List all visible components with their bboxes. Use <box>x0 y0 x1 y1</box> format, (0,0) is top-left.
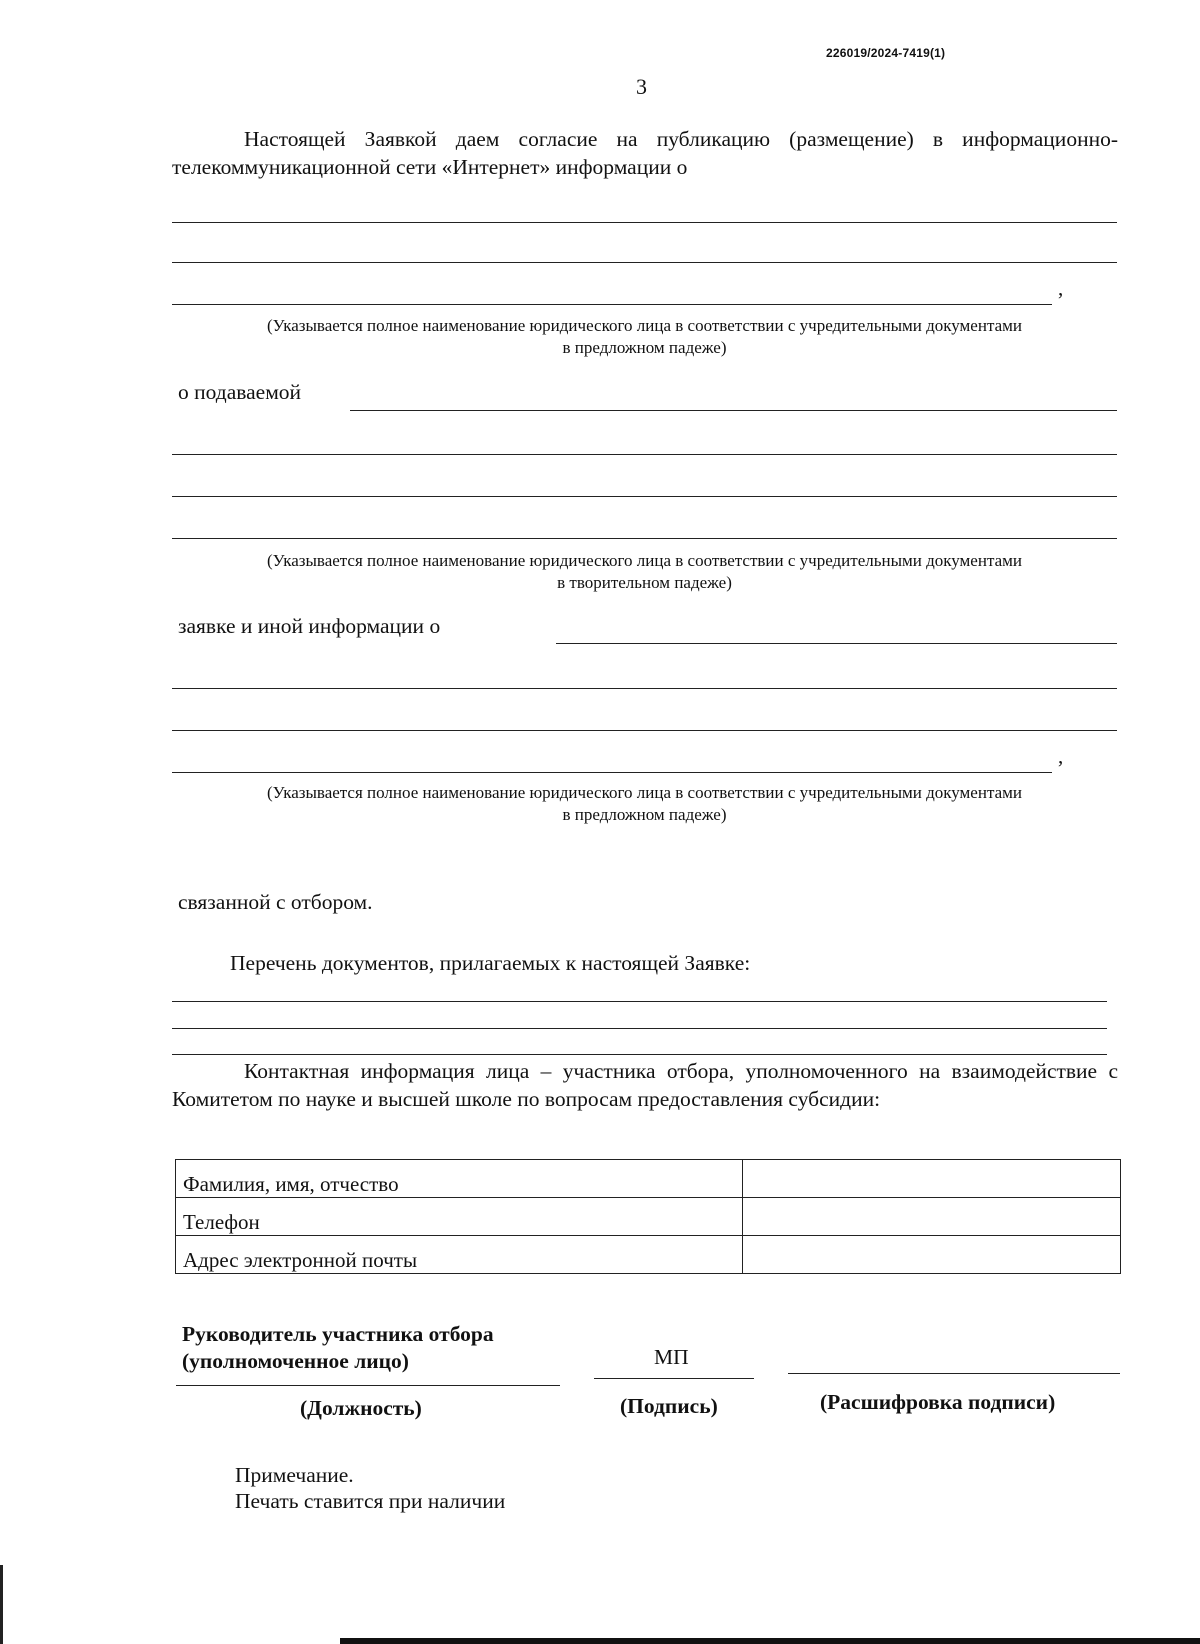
note-text: Печать ставится при наличии <box>235 1489 506 1513</box>
signatory-title <box>182 1321 494 1375</box>
note-prepositional2-line1: (Указывается полное наименование юридического лица в соответствии с учредительными документами <box>267 783 1022 802</box>
fill-line-submitted-3[interactable] <box>172 496 1117 497</box>
scan-edge-left <box>0 1565 3 1644</box>
position-line[interactable] <box>176 1385 560 1386</box>
documents-heading: Перечень документов, прилагаемых к настоящей Заявке: <box>230 951 751 975</box>
comma-mark: , <box>1058 276 1064 300</box>
signature-caption: (Подпись) <box>620 1394 718 1418</box>
fill-line-application-2[interactable] <box>172 688 1117 689</box>
note-prepositional-line1: (Указывается полное наименование юридического лица в соответствии с учредительными документами <box>267 316 1022 335</box>
fill-line-org-prepositional-3[interactable] <box>172 304 1052 305</box>
contact-paragraph: Контактная информация лица – участника отбора, уполномоченного на взаимодействие с Комитетом по науке и высшей школе по вопросам предоставления субсидии: <box>172 1059 1118 1111</box>
fill-line-submitted-4[interactable] <box>172 538 1117 539</box>
contact-value-name[interactable] <box>743 1160 1121 1198</box>
consent-closing: связанной с отбором. <box>178 890 373 914</box>
submitted-label: о подаваемой <box>178 380 302 404</box>
signature-line[interactable] <box>594 1378 754 1379</box>
note-prepositional2-line2: в предложном падеже) <box>562 805 727 824</box>
fill-line-org-prepositional-2[interactable] <box>172 262 1117 263</box>
document-number: 226019/2024-7419(1) <box>826 46 946 60</box>
note-prepositional-line2: в предложном падеже) <box>562 338 727 357</box>
contact-value-email[interactable] <box>743 1236 1121 1274</box>
note-instrumental-line1: (Указывается полное наименование юридического лица в соответствии с учредительными документами <box>267 551 1022 570</box>
contact-label-name: Фамилия, имя, отчество <box>176 1160 743 1198</box>
application-label: заявке и иной информации о <box>178 614 441 638</box>
documents-line-3[interactable] <box>172 1054 1107 1055</box>
documents-line-1[interactable] <box>172 1001 1107 1002</box>
contact-label-phone: Телефон <box>176 1198 743 1236</box>
signature-decoding-caption: (Расшифровка подписи) <box>820 1390 1056 1414</box>
fill-line-org-prepositional-1[interactable] <box>172 222 1117 223</box>
fill-line-submitted-1[interactable] <box>350 410 1117 411</box>
fill-line-application-4[interactable] <box>172 772 1052 773</box>
consent-paragraph: Настоящей Заявкой даем согласие на публикацию (размещение) в информационно-телекоммуникационной сети «Интернет» информации о <box>172 127 1118 179</box>
table-row <box>176 1160 1121 1198</box>
contact-value-phone[interactable] <box>743 1198 1121 1236</box>
scan-edge-bottom <box>340 1638 1200 1644</box>
note-prepositional-2 <box>172 782 1117 826</box>
signatory-title-line1: Руководитель участника отбора <box>182 1322 494 1346</box>
note-prepositional <box>172 315 1117 359</box>
fill-line-submitted-2[interactable] <box>172 454 1117 455</box>
position-caption: (Должность) <box>300 1396 422 1420</box>
fill-line-application-1[interactable] <box>556 643 1117 644</box>
contact-label-email: Адрес электронной почты <box>176 1236 743 1274</box>
stamp-mark: МП <box>654 1345 689 1369</box>
documents-line-2[interactable] <box>172 1028 1107 1029</box>
fill-line-application-3[interactable] <box>172 730 1117 731</box>
signature-decoding-line[interactable] <box>788 1373 1120 1374</box>
contact-table <box>175 1159 1121 1274</box>
note-instrumental-line2: в творительном падеже) <box>557 573 732 592</box>
table-row <box>176 1198 1121 1236</box>
signatory-title-line2: (уполномоченное лицо) <box>182 1349 409 1373</box>
table-row <box>176 1236 1121 1274</box>
note-instrumental <box>172 550 1117 594</box>
page-number: 3 <box>636 74 647 99</box>
note-title: Примечание. <box>235 1463 354 1487</box>
comma-mark-2: , <box>1058 744 1064 768</box>
